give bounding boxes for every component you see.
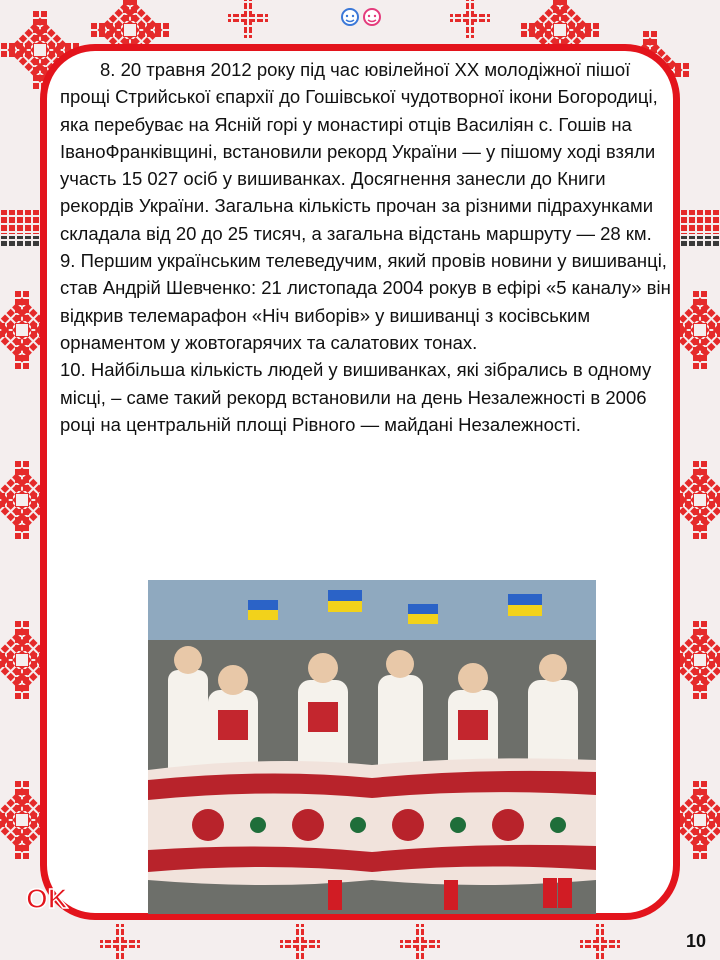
paragraph-9: 9. Першим українським телеведучим, який провів новини у вишиванці, став Андрій Шевченко: 21 листопада 2004 рокув в ефірі «5 каналу» він відкрив телемарафон «Ніч виборів» у вишиванці з косівським орнаментом у жовтогарячих та салатових тонах. <box>60 250 671 353</box>
paragraph-10: 10. Найбільша кількість людей у вишиванках, які зібрались в одному місці, – саме такий рекорд встановили на день Незалежності в 2006 році на центральній площі Рівного — майдані Незалежності. <box>60 359 652 435</box>
page-number: 10 <box>685 931 706 951</box>
svg-text:OK: OK <box>26 883 68 914</box>
article-text <box>60 56 676 438</box>
paragraph-8: 8. 20 травня 2012 року під час ювілейної XX молодіжної пішої прощі Стрийської єпархії до Гошівської чудотворної ікони Богородиці, яка перебуває на Ясній горі у монастирі отців Василіян с. Гошів на ІваноФранківщині, встановили рекорд України — у пішому ході взяли участь 15 027 осіб у вишиванках. Досягнення занесли до Книги рекордів України. Загальна кількість прочан за різними підрахунками складала від 20 до 25 тисяч, а загальна відстань маршруту — 28 км. <box>60 59 658 244</box>
vyshyvanka-parade-photo <box>148 580 596 914</box>
kids-faces-icon <box>336 4 386 30</box>
ok-logo <box>24 880 72 914</box>
